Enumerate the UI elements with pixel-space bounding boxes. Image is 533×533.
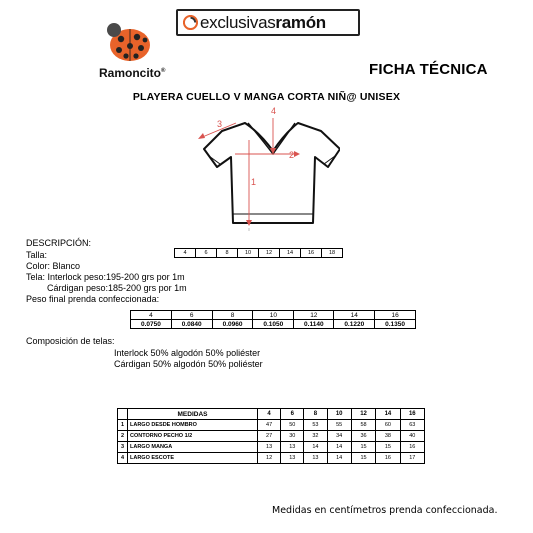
header-size-cell: 14	[376, 409, 400, 420]
table-row	[118, 442, 425, 453]
header-size-cell: 16	[400, 409, 424, 420]
logo-text: Ramoncito®	[99, 66, 166, 80]
size-cell: 12	[259, 249, 280, 258]
weight-size-cell: 16	[375, 311, 416, 320]
value-cell: 16	[400, 442, 424, 453]
color-text: Color: Blanco	[26, 261, 81, 271]
measure-label-3: 3	[217, 119, 223, 129]
weight-value-cell: 0.0960	[212, 320, 253, 329]
measure-label-1: 1	[251, 177, 257, 187]
row-name: LARGO DESDE HOMBRO	[128, 420, 258, 431]
value-cell: 30	[281, 431, 304, 442]
fabric-interlock-text: Tela: Interlock peso:195-200 grs por 1m	[26, 272, 185, 282]
brand-light-text: exclusivas	[200, 12, 276, 32]
table-row	[118, 420, 425, 431]
value-cell: 63	[400, 420, 424, 431]
row-name: LARGO ESCOTE	[128, 453, 258, 464]
value-cell: 13	[304, 453, 327, 464]
brand-bold-text: ramón	[275, 12, 326, 32]
weight-value-cell: 0.1140	[294, 320, 334, 329]
tshirt-diagram	[190, 104, 340, 234]
composition-interlock: Interlock 50% algodón 50% poliéster	[114, 348, 261, 358]
fabric-cardigan-text: Cárdigan peso:185-200 grs por 1m	[47, 283, 187, 293]
table-row	[118, 431, 425, 442]
weight-value-cell: 0.1220	[334, 320, 375, 329]
final-weight-label: Peso final prenda confeccionada:	[26, 294, 160, 304]
header-index-cell	[118, 409, 128, 420]
header-size-cell: 12	[351, 409, 375, 420]
weight-value-cell: 0.0750	[131, 320, 172, 329]
value-cell: 36	[351, 431, 375, 442]
composition-cardigan: Cárdigan 50% algodón 50% poliéster	[114, 359, 263, 369]
row-name: LARGO MANGA	[128, 442, 258, 453]
measure-label-2: 2	[289, 150, 295, 160]
value-cell: 32	[304, 431, 327, 442]
row-index: 4	[118, 453, 128, 464]
weight-value-cell: 0.1350	[375, 320, 416, 329]
swirl-icon	[183, 15, 198, 30]
value-cell: 27	[258, 431, 281, 442]
header-size-cell: 8	[304, 409, 327, 420]
row-index: 1	[118, 420, 128, 431]
value-cell: 13	[281, 442, 304, 453]
header-size-cell: 6	[281, 409, 304, 420]
footnote: Medidas en centímetros prenda confeccionada.	[272, 505, 498, 516]
value-cell: 15	[351, 442, 375, 453]
size-label: Talla:	[26, 250, 48, 260]
measurements-header: MEDIDAS	[128, 409, 258, 420]
value-cell: 53	[304, 420, 327, 431]
value-cell: 15	[351, 453, 375, 464]
value-cell: 55	[327, 420, 351, 431]
weight-table	[130, 310, 416, 329]
table-row	[118, 453, 425, 464]
weight-size-cell: 14	[334, 311, 375, 320]
size-cell: 8	[217, 249, 238, 258]
weight-value-cell: 0.1050	[253, 320, 294, 329]
size-cell: 16	[301, 249, 322, 258]
size-table	[174, 248, 343, 258]
value-cell: 16	[376, 453, 400, 464]
value-cell: 17	[400, 453, 424, 464]
measure-label-4: 4	[271, 106, 277, 116]
value-cell: 47	[258, 420, 281, 431]
value-cell: 34	[327, 431, 351, 442]
weight-size-cell: 8	[212, 311, 253, 320]
measurements-table	[117, 408, 425, 464]
ladybug-icon	[105, 19, 153, 63]
weight-size-cell: 4	[131, 311, 172, 320]
document-title: FICHA TÉCNICA	[369, 61, 488, 78]
value-cell: 14	[304, 442, 327, 453]
description-heading: DESCRIPCIÓN:	[26, 238, 92, 248]
size-cell: 6	[196, 249, 217, 258]
header-size-cell: 10	[327, 409, 351, 420]
size-cell: 4	[175, 249, 196, 258]
size-cell: 14	[280, 249, 301, 258]
value-cell: 50	[281, 420, 304, 431]
value-cell: 14	[327, 442, 351, 453]
value-cell: 40	[400, 431, 424, 442]
value-cell: 58	[351, 420, 375, 431]
weight-size-row	[131, 311, 416, 320]
value-cell: 13	[258, 442, 281, 453]
brand-logo	[176, 9, 360, 36]
weight-size-cell: 10	[253, 311, 294, 320]
value-cell: 60	[376, 420, 400, 431]
header-size-cell: 4	[258, 409, 281, 420]
value-cell: 15	[376, 442, 400, 453]
size-cell: 18	[322, 249, 343, 258]
weight-value-cell: 0.0840	[171, 320, 212, 329]
value-cell: 38	[376, 431, 400, 442]
value-cell: 14	[327, 453, 351, 464]
measurements-header-row	[118, 409, 425, 420]
size-cell: 10	[238, 249, 259, 258]
composition-heading: Composición de telas:	[26, 336, 115, 346]
weight-size-cell: 6	[171, 311, 212, 320]
row-index: 2	[118, 431, 128, 442]
product-title: PLAYERA CUELLO V MANGA CORTA NIÑ@ UNISEX	[132, 91, 401, 103]
value-cell: 12	[258, 453, 281, 464]
weight-size-cell: 12	[294, 311, 334, 320]
value-cell: 13	[281, 453, 304, 464]
weight-value-row	[131, 320, 416, 329]
row-name: CONTORNO PECHO 1/2	[128, 431, 258, 442]
row-index: 3	[118, 442, 128, 453]
